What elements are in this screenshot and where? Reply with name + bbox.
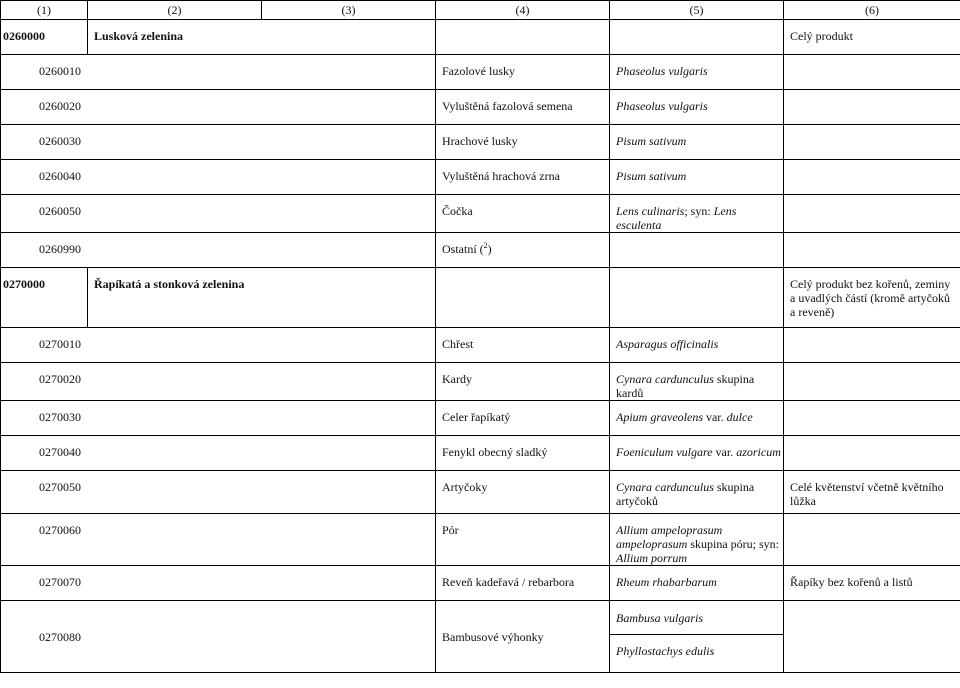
part-applied: Celý produkt xyxy=(784,20,960,55)
item-name xyxy=(436,436,610,471)
item-name xyxy=(436,125,610,160)
scientific-name-cell xyxy=(610,601,784,673)
item-row xyxy=(1,233,960,268)
item-row xyxy=(1,55,960,90)
scientific-name-part: var. xyxy=(712,445,737,459)
item-name-text: Reveň kadeřavá / rebarbora xyxy=(442,575,575,589)
scientific-name-part: Foeniculum vulgare xyxy=(616,445,713,459)
item-row xyxy=(1,566,960,601)
empty-cell xyxy=(436,268,610,328)
scientific-name-part: skupina póru; syn: xyxy=(687,537,780,551)
column-number: (3) xyxy=(262,1,436,20)
item-name xyxy=(436,566,610,601)
item-name-text: Hrachové lusky xyxy=(442,134,518,148)
item-name xyxy=(436,195,610,233)
group-row xyxy=(1,20,960,55)
item-name-text: Celer řapíkatý xyxy=(442,410,511,424)
part-applied xyxy=(784,55,960,90)
item-name: Bambusové výhonky xyxy=(436,601,610,673)
item-row xyxy=(1,514,960,566)
scientific-name-part: Phaseolus vulgaris xyxy=(616,64,708,78)
item-row xyxy=(1,125,960,160)
scientific-name-part: skupina kardů xyxy=(616,372,755,400)
scientific-name-part: Pisum sativum xyxy=(616,134,687,148)
scientific-name-part: Lens culinaris xyxy=(616,204,685,218)
scientific-name xyxy=(610,401,784,436)
empty-cell xyxy=(610,20,784,55)
item-name xyxy=(436,363,610,401)
item-row xyxy=(1,601,960,673)
item-row xyxy=(1,328,960,363)
scientific-name xyxy=(610,514,784,566)
scientific-name-part: Cynara cardunculus xyxy=(616,480,714,494)
item-name xyxy=(436,471,610,514)
item-name-text: Chřest xyxy=(442,337,474,351)
part-applied xyxy=(784,160,960,195)
part-applied xyxy=(784,125,960,160)
footnote-reference: 2 xyxy=(483,241,488,250)
item-code: 0260030 xyxy=(1,125,436,160)
scientific-name-part: Asparagus officinalis xyxy=(616,337,719,351)
scientific-name-part: Pisum sativum xyxy=(616,169,687,183)
scientific-name-part: Cynara cardunculus xyxy=(616,372,714,386)
item-code: 0260990 xyxy=(1,233,436,268)
empty-cell xyxy=(610,268,784,328)
item-name xyxy=(436,55,610,90)
item-name xyxy=(436,328,610,363)
scientific-name xyxy=(610,363,784,401)
scientific-name xyxy=(610,601,783,635)
column-number-header xyxy=(1,1,960,20)
scientific-name-part: skupina artyčoků xyxy=(616,480,755,508)
part-applied xyxy=(784,328,960,363)
part-applied xyxy=(784,233,960,268)
scientific-name xyxy=(610,90,784,125)
scientific-name xyxy=(610,328,784,363)
scientific-name xyxy=(610,436,784,471)
part-applied xyxy=(784,514,960,566)
item-name-text: ) xyxy=(487,242,492,256)
item-row xyxy=(1,436,960,471)
part-applied xyxy=(784,601,960,673)
item-row xyxy=(1,195,960,233)
item-code: 0260040 xyxy=(1,160,436,195)
item-name-text: Ostatní ( xyxy=(442,242,484,256)
scientific-name-text: Phyllostachys edulis xyxy=(616,644,715,658)
group-row xyxy=(1,268,960,328)
group-code: 0270000 xyxy=(1,268,88,328)
item-name-text: Fazolové lusky xyxy=(442,64,515,78)
item-code: 0270040 xyxy=(1,436,436,471)
part-applied xyxy=(784,401,960,436)
part-applied: Celé květenství včetně květního lůžka xyxy=(784,471,960,514)
scientific-name-part: Lens esculenta xyxy=(616,204,737,232)
scientific-name xyxy=(610,233,784,268)
item-code: 0270030 xyxy=(1,401,436,436)
item-code: 0270050 xyxy=(1,471,436,514)
item-code: 0270070 xyxy=(1,566,436,601)
part-applied xyxy=(784,436,960,471)
item-name-text: Čočka xyxy=(442,204,473,218)
part-applied xyxy=(784,90,960,125)
item-name xyxy=(436,401,610,436)
item-name-text: Pór xyxy=(442,523,459,537)
column-number: (4) xyxy=(436,1,610,20)
item-code: 0260050 xyxy=(1,195,436,233)
scientific-name xyxy=(610,195,784,233)
column-number: (6) xyxy=(784,1,960,20)
item-name xyxy=(436,233,610,268)
group-name: Lusková zelenina xyxy=(88,20,436,55)
scientific-name-part: dulce xyxy=(726,410,753,424)
scientific-name-part: azoricum xyxy=(736,445,781,459)
scientific-name xyxy=(610,471,784,514)
item-code: 0260010 xyxy=(1,55,436,90)
item-row xyxy=(1,363,960,401)
scientific-name-part: Allium ampeloprasum ampeloprasum xyxy=(616,523,723,551)
scientific-name xyxy=(610,635,783,668)
item-row xyxy=(1,160,960,195)
part-applied xyxy=(784,195,960,233)
item-code: 0270060 xyxy=(1,514,436,566)
scientific-name xyxy=(610,125,784,160)
part-applied xyxy=(784,363,960,401)
scientific-name-part: Phaseolus vulgaris xyxy=(616,99,708,113)
item-code: 0270080 xyxy=(1,601,436,673)
scientific-name xyxy=(610,160,784,195)
item-name xyxy=(436,514,610,566)
item-name xyxy=(436,160,610,195)
item-row xyxy=(1,90,960,125)
scientific-name xyxy=(610,55,784,90)
item-row xyxy=(1,471,960,514)
item-name-text: Artyčoky xyxy=(442,480,488,494)
empty-cell xyxy=(436,20,610,55)
part-applied: Celý produkt bez kořenů, zeminy a uvadlých částí (kromě artyčoků a reveně) xyxy=(784,268,960,328)
scientific-name-text: Bambusa vulgaris xyxy=(616,611,703,625)
item-name xyxy=(436,90,610,125)
scientific-name-part: ; syn: xyxy=(684,204,714,218)
item-name-text: Kardy xyxy=(442,372,472,386)
group-code: 0260000 xyxy=(1,20,88,55)
group-name: Řapíkatá a stonková zelenina xyxy=(88,268,436,328)
item-row xyxy=(1,401,960,436)
column-number: (1) xyxy=(1,1,88,20)
item-name-text: Fenykl obecný sladký xyxy=(442,445,548,459)
item-code: 0270010 xyxy=(1,328,436,363)
item-name-text: Vyluštěná fazolová semena xyxy=(442,99,573,113)
scientific-name-part: Allium porrum xyxy=(616,551,688,565)
item-name-text: Vyluštěná hrachová zrna xyxy=(442,169,560,183)
item-code: 0260020 xyxy=(1,90,436,125)
scientific-name-part: Apium graveolens xyxy=(616,410,703,424)
column-number: (2) xyxy=(88,1,262,20)
column-number: (5) xyxy=(610,1,784,20)
scientific-name xyxy=(610,566,784,601)
item-code: 0270020 xyxy=(1,363,436,401)
part-applied: Řapíky bez kořenů a listů xyxy=(784,566,960,601)
scientific-name-part: var. xyxy=(702,410,727,424)
scientific-name-part: Rheum rhabarbarum xyxy=(616,575,717,589)
